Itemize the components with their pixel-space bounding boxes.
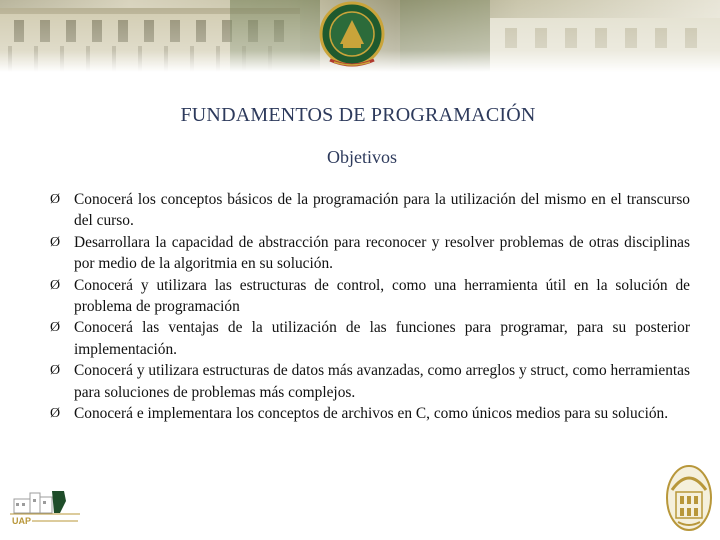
slide-title	[0, 104, 720, 127]
list-item	[50, 275, 690, 318]
arrow-bullet-icon: Ø	[50, 277, 61, 293]
objective-text: Conocerá y utilizara estructuras de datos más avanzadas, como arreglos y struct, como herramientas para soluciones de problemas más complejos.	[74, 362, 690, 401]
building-seal-logo	[664, 460, 714, 532]
arrow-bullet-icon: Ø	[50, 320, 61, 336]
university-seal	[316, 0, 388, 72]
slide-subtitle: Objetivos	[327, 147, 397, 167]
uap-logo-text: UAP	[12, 516, 32, 526]
list-item	[50, 403, 690, 424]
slide-title-text: FUNDAMENTOS DE PROGRAMACIÓN	[180, 104, 536, 126]
objective-text: Conocerá las ventajas de la utilización de las funciones para programar, para su posterior implementación.	[74, 319, 690, 358]
list-item	[50, 232, 690, 275]
arrow-bullet-icon: Ø	[50, 363, 61, 379]
list-item	[50, 317, 690, 360]
objective-text: Conocerá y utilizara las estructuras de control, como una herramienta útil en la solución de problema de programación	[74, 276, 690, 316]
objective-text: Conocerá e implementara los conceptos de archivos en C, como únicos medios para su solución.	[74, 405, 669, 423]
objective-text: Conocerá los conceptos básicos de la programación para la utilización del mismo en el transcurso del curso.	[74, 191, 690, 230]
arrow-bullet-icon: Ø	[50, 234, 61, 250]
objective-text: Desarrollara la capacidad de abstracción para reconocer y resolver problemas de otras disciplinas por medio de la algoritmia en su solución.	[74, 233, 690, 273]
list-item	[50, 189, 690, 232]
uap-building-logo-icon	[8, 487, 82, 527]
arrow-bullet-icon: Ø	[50, 192, 61, 207]
university-seal-icon	[316, 0, 388, 72]
uap-logo	[8, 487, 82, 527]
arrow-bullet-icon: Ø	[50, 406, 61, 422]
university-building-seal-icon	[664, 460, 714, 532]
objectives-list	[50, 189, 690, 424]
list-item	[50, 360, 690, 403]
